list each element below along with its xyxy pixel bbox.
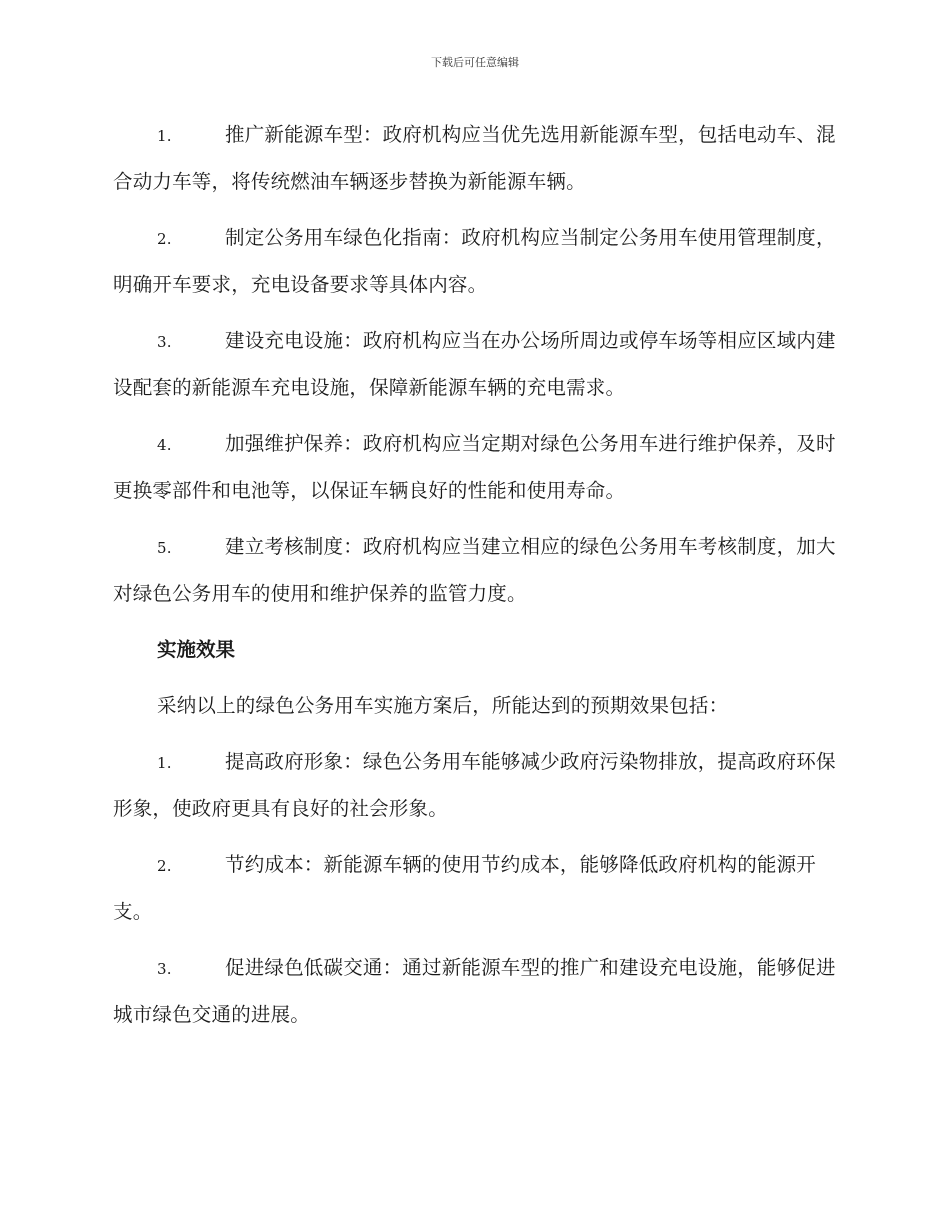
list-item <box>113 112 837 205</box>
document-body <box>113 112 837 1048</box>
list-item <box>113 945 837 1038</box>
list-item <box>113 524 837 617</box>
list-number: 1. <box>157 754 172 772</box>
section-intro: 采纳以上的绿色公务用车实施方案后，所能达到的预期效果包括： <box>157 694 729 717</box>
list-number: 3. <box>157 960 172 978</box>
list-text: 建立考核制度：政府机构应当建立相应的绿色公务用车考核制度，加大对绿色公务用车的使用和维护保养的监管力度。 <box>113 535 836 605</box>
list-text: 建设充电设施：政府机构应当在办公场所周边或停车场等相应区域内建设配套的新能源车充电设施，保障新能源车辆的充电需求。 <box>113 329 836 399</box>
list-text: 节约成本：新能源车辆的使用节约成本，能够降低政府机构的能源开支。 <box>113 853 817 923</box>
list-item <box>113 739 837 832</box>
list-text: 加强维护保养：政府机构应当定期对绿色公务用车进行维护保养，及时更换零部件和电池等，以保证车辆良好的性能和使用寿命。 <box>113 432 836 502</box>
list-number: 2. <box>157 230 172 248</box>
list-number: 2. <box>157 857 172 875</box>
list-number: 1. <box>157 127 172 145</box>
list-item <box>113 842 837 935</box>
list-number: 5. <box>157 539 172 557</box>
list-number: 4. <box>157 436 172 454</box>
list-item <box>113 421 837 514</box>
header-note: 下载后可任意编辑 <box>431 56 519 69</box>
list-item <box>113 318 837 411</box>
list-number: 3. <box>157 333 172 351</box>
list-text: 制定公务用车绿色化指南：政府机构应当制定公务用车使用管理制度，明确开车要求，充电设备要求等具体内容。 <box>113 226 836 296</box>
list-item <box>113 215 837 308</box>
list-text: 促进绿色低碳交通：通过新能源车型的推广和建设充电设施，能够促进城市绿色交通的进展。 <box>113 956 836 1026</box>
section-heading: 实施效果 <box>157 638 236 661</box>
list-text: 提高政府形象：绿色公务用车能够减少政府污染物排放，提高政府环保形象，使政府更具有良好的社会形象。 <box>113 750 836 820</box>
list-text: 推广新能源车型：政府机构应当优先选用新能源车型，包括电动车、混合动力车等，将传统燃油车辆逐步替换为新能源车辆。 <box>113 123 836 193</box>
